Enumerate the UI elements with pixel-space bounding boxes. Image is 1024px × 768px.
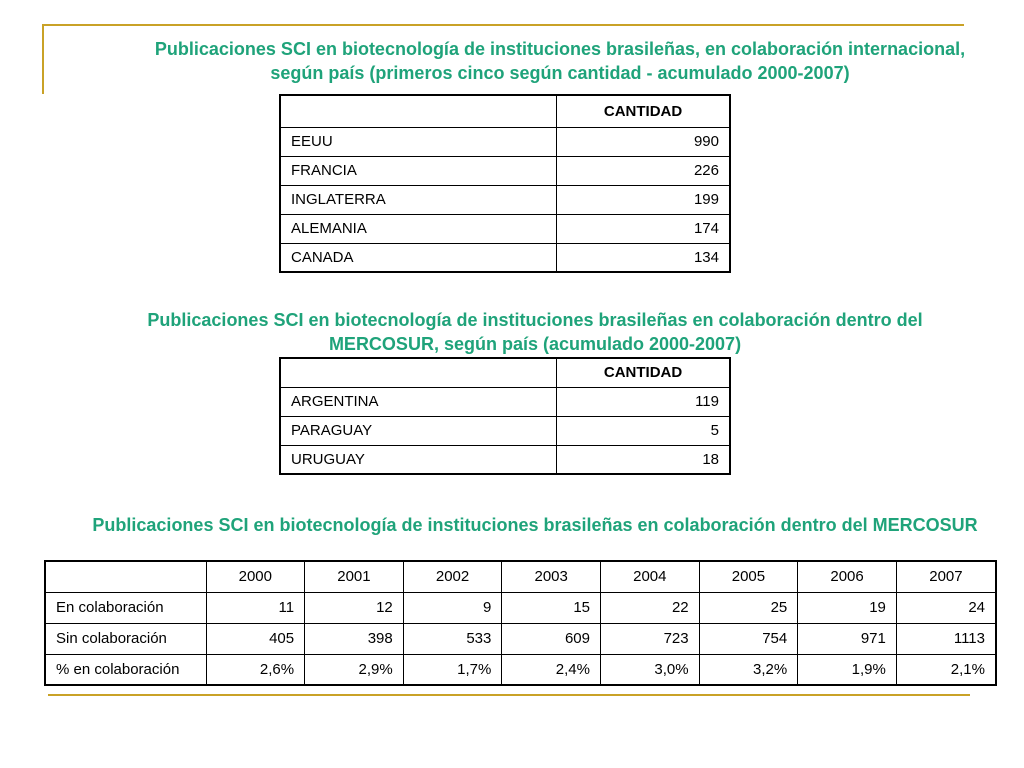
table-row [280, 214, 730, 243]
value-cell: 226 [557, 156, 730, 185]
country-cell: PARAGUAY [280, 416, 557, 445]
table-row [280, 416, 730, 445]
value-cell: 15 [502, 592, 601, 623]
value-cell: 990 [557, 127, 730, 156]
value-cell: 723 [601, 623, 700, 654]
value-cell: 199 [557, 185, 730, 214]
value-cell: 1,7% [403, 654, 502, 685]
value-cell: 12 [305, 592, 404, 623]
value-cell: 398 [305, 623, 404, 654]
value-cell: 11 [206, 592, 305, 623]
country-cell: EEUU [280, 127, 557, 156]
value-cell: 2,4% [502, 654, 601, 685]
value-cell: 119 [557, 387, 730, 416]
country-cell: INGLATERRA [280, 185, 557, 214]
header-empty-cell [280, 358, 557, 387]
value-cell: 18 [557, 445, 730, 474]
value-cell: 754 [699, 623, 798, 654]
value-cell: 971 [798, 623, 897, 654]
year-header: 2002 [403, 561, 502, 592]
table-row [280, 387, 730, 416]
table-header-row [45, 561, 996, 592]
country-cell: FRANCIA [280, 156, 557, 185]
value-cell: 3,0% [601, 654, 700, 685]
value-cell: 5 [557, 416, 730, 445]
decorative-bottom-line [48, 694, 970, 696]
header-empty-cell [280, 95, 557, 127]
year-header: 2000 [206, 561, 305, 592]
value-cell: 134 [557, 243, 730, 272]
table-row [45, 592, 996, 623]
value-cell: 609 [502, 623, 601, 654]
year-header: 2007 [896, 561, 996, 592]
value-cell: 533 [403, 623, 502, 654]
international-collaboration-table [279, 94, 731, 273]
mercosur-country-table [279, 357, 731, 475]
header-cantidad: CANTIDAD [557, 95, 730, 127]
country-cell: ARGENTINA [280, 387, 557, 416]
country-cell: CANADA [280, 243, 557, 272]
year-header: 2005 [699, 561, 798, 592]
decorative-left-line [42, 24, 44, 94]
international-collaboration-title: Publicaciones SCI en biotecnología de instituciones brasileñas, en colaboración internacional, según país (primeros cinco según cantidad - acumulado 2000-2007) [154, 39, 966, 83]
table-row [280, 127, 730, 156]
year-header: 2001 [305, 561, 404, 592]
table-row [280, 185, 730, 214]
table-row [45, 654, 996, 685]
value-cell: 9 [403, 592, 502, 623]
header-empty-cell [45, 561, 206, 592]
mercosur-yearly-table [44, 560, 997, 686]
country-cell: ALEMANIA [280, 214, 557, 243]
row-label: En colaboración [45, 592, 206, 623]
year-header: 2003 [502, 561, 601, 592]
mercosur-country-title: Publicaciones SCI en biotecnología de instituciones brasileñas en colaboración dentro del MERCOSUR, según país (acumulado 2000-2007) [147, 310, 923, 354]
header-cantidad: CANTIDAD [557, 358, 730, 387]
decorative-top-line [42, 24, 964, 26]
value-cell: 25 [699, 592, 798, 623]
year-header: 2004 [601, 561, 700, 592]
table-row [45, 623, 996, 654]
value-cell: 174 [557, 214, 730, 243]
row-label: % en colaboración [45, 654, 206, 685]
year-header: 2006 [798, 561, 897, 592]
value-cell: 24 [896, 592, 996, 623]
row-label: Sin colaboración [45, 623, 206, 654]
country-cell: URUGUAY [280, 445, 557, 474]
value-cell: 405 [206, 623, 305, 654]
value-cell: 19 [798, 592, 897, 623]
table-row [280, 243, 730, 272]
table-row [280, 156, 730, 185]
table-row [280, 445, 730, 474]
table-header-row [280, 358, 730, 387]
value-cell: 2,6% [206, 654, 305, 685]
value-cell: 2,9% [305, 654, 404, 685]
value-cell: 2,1% [896, 654, 996, 685]
mercosur-yearly-title: Publicaciones SCI en biotecnología de instituciones brasileñas en colaboración dentro del MERCOSUR [92, 515, 978, 535]
value-cell: 1113 [896, 623, 996, 654]
table-header-row [280, 95, 730, 127]
value-cell: 1,9% [798, 654, 897, 685]
value-cell: 22 [601, 592, 700, 623]
value-cell: 3,2% [699, 654, 798, 685]
